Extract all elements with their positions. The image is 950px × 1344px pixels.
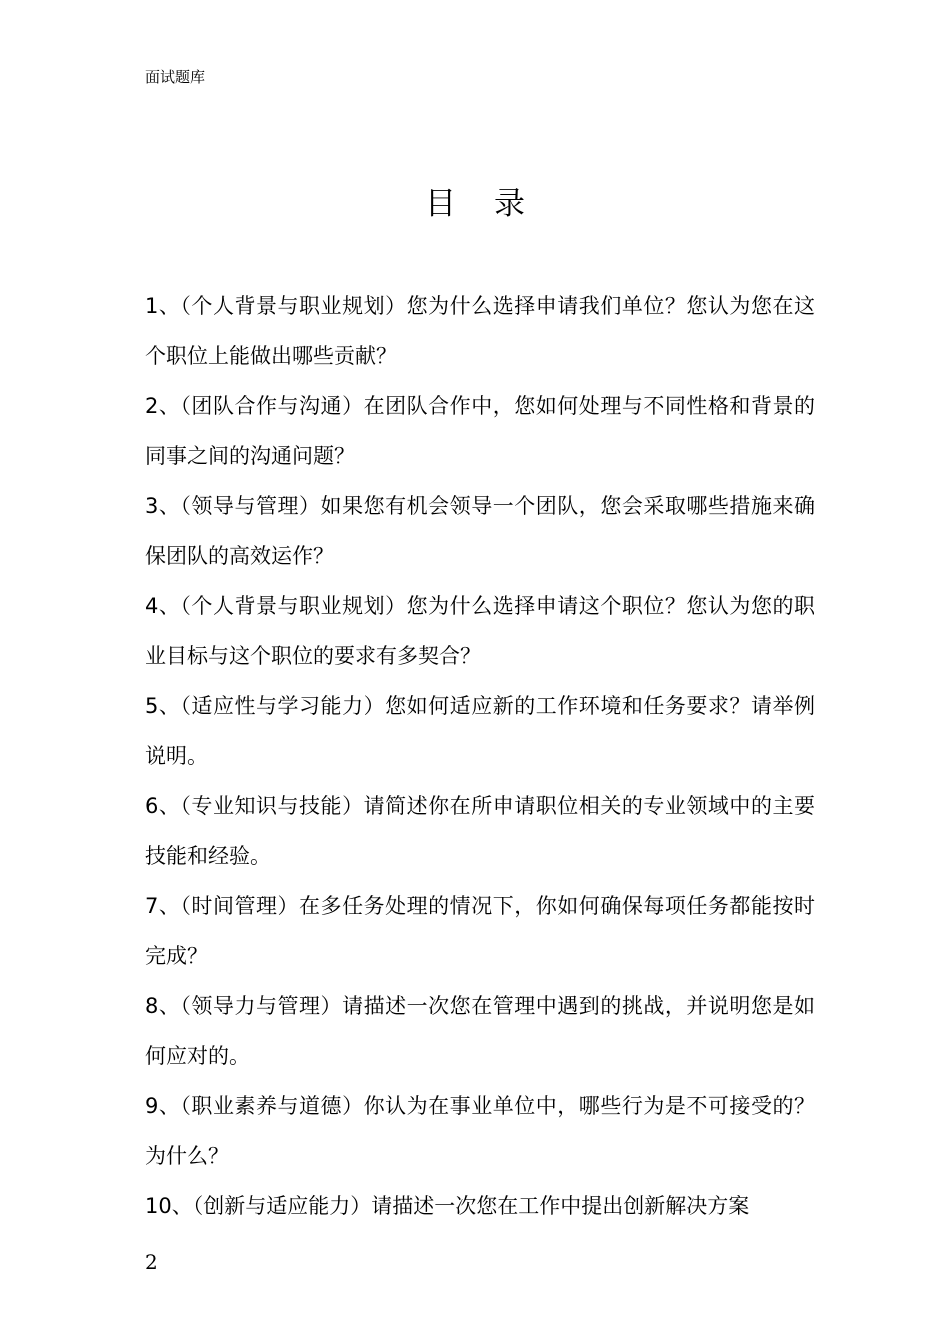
toc-item-3[interactable]: 3、（领导与管理）如果您有机会领导一个团队，您会采取哪些措施来确保团队的高效运作？ bbox=[145, 494, 815, 568]
table-of-contents bbox=[145, 281, 815, 1231]
toc-item-5[interactable]: 5、（适应性与学习能力）您如何适应新的工作环境和任务要求？请举例说明。 bbox=[145, 694, 815, 768]
toc-item-7[interactable]: 7、（时间管理）在多任务处理的情况下，你如何确保每项任务都能按时完成？ bbox=[145, 894, 815, 968]
toc-item-9[interactable]: 9、（职业素养与道德）你认为在事业单位中，哪些行为是不可接受的？为什么？ bbox=[145, 1094, 815, 1168]
toc-item-2[interactable]: 2、（团队合作与沟通）在团队合作中，您如何处理与不同性格和背景的同事之间的沟通问题？ bbox=[145, 394, 815, 468]
toc-item-8[interactable]: 8、（领导力与管理）请描述一次您在管理中遇到的挑战，并说明您是如何应对的。 bbox=[145, 994, 815, 1068]
toc-item-10[interactable]: 10、（创新与适应能力）请描述一次您在工作中提出创新解决方案 bbox=[145, 1194, 750, 1218]
toc-item-6[interactable]: 6、（专业知识与技能）请简述你在所申请职位相关的专业领域中的主要技能和经验。 bbox=[145, 794, 815, 868]
page-header: 面试题库 bbox=[145, 68, 206, 86]
toc-item-4[interactable]: 4、（个人背景与职业规划）您为什么选择申请这个职位？您认为您的职业目标与这个职位的要求有多契合？ bbox=[145, 594, 815, 668]
document-title: 目录 bbox=[425, 186, 563, 222]
page-number: 2 bbox=[145, 1250, 158, 1274]
toc-item-1[interactable]: 1、（个人背景与职业规划）您为什么选择申请我们单位？您认为您在这个职位上能做出哪些贡献？ bbox=[145, 294, 815, 368]
